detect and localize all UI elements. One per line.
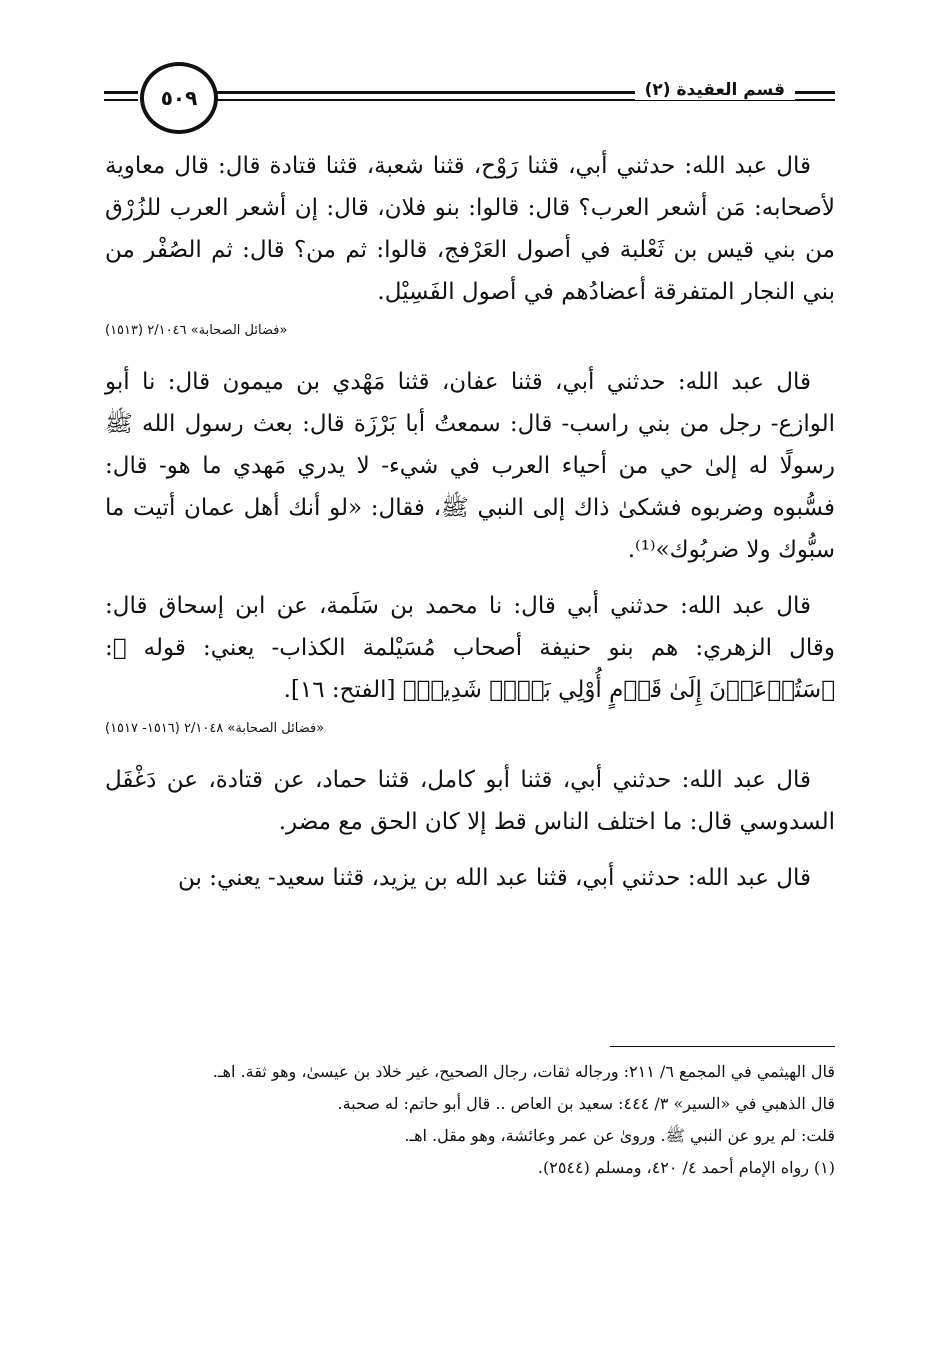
page-number: ٥٠٩ [140,62,218,134]
footnote [105,1122,835,1150]
footnote-divider [610,1046,835,1047]
footnote [105,1058,835,1086]
paragraph: قال عبد الله: حدثني أبي، قثنا عفان، قثنا مَهْدي بن ميمون قال: نا أبو الوازع- رجل من بني راسب- قال: سمعتُ أبا بَرْزَة قال: بعث رسول الله ﷺ رسولًا له إلىٰ حي من أحياء العرب في شيء- لا يدري مَهدي ما هو- قال: فسُّبوه وضربوه فشكىٰ ذاك إلى النبي ﷺ، فقال: «لو أنك أهل عمان أتيت ما سبُّوك ولا ضربُوك»⁽¹⁾. [105,369,835,563]
footnote [105,1090,835,1118]
footnote-text: رواه الإمام أحمد ٤/ ٤٢٠، ومسلم (٢٥٤٤). [537,1158,809,1177]
paragraph: قال عبد الله: حدثني أبي، قثنا عبد الله بن يزيد، قثنا سعيد- يعني: بن [178,865,811,891]
footnote-text: قال الهيثمي في المجمع ٦/ ٢١١: ورجاله ثقات، رجال الصحيح، غير خلاد بن عيسىٰ، وهو ثقة. اهـ. [212,1062,835,1081]
main-text [105,145,835,913]
source-citation: «فضائل الصحابة» ٢/١٠٤٨ (١٥١٦- ١٥١٧) [105,721,325,736]
source-citation: «فضائل الصحابة» ٢/١٠٤٦ (١٥١٣) [105,323,288,338]
paragraph: قال عبد الله: حدثني أبي قال: نا محمد بن سَلَمة، عن ابن إسحاق قال: وقال الزهري: هم بنو حنيفة أصحاب مُسَيْلمة الكذاب- يعني: قوله ﷻ: ﴿سَتُدۡعَوۡنَ إِلَىٰ قَوۡمٍ أُوْلِي بَأۡسٖ شَدِيدٖ﴾ [الفتح: ١٦]. [105,593,835,703]
paragraph: قال عبد الله: حدثني أبي، قثنا أبو كامل، قثنا حماد، عن قتادة، عن دَغْفَل السدوسي قال: ما اختلف الناس قط إلا كان الحق مع مضر. [105,767,835,835]
page-header [100,58,835,138]
footnotes [105,1058,835,1186]
section-title: قسم العقيدة (٢) [635,80,795,100]
footnote [105,1154,835,1182]
footnote-number: (١) [813,1158,835,1177]
header-rule [104,99,138,101]
paragraph: قال عبد الله: حدثني أبي، قثنا رَوْح، قثنا شعبة، قثنا قتادة قال: قال معاوية لأصحابه: مَن أشعر العرب؟ قال: قالوا: بنو فلان، قال: إن أشعر العرب للزُرْق من بني قيس بن ثَعْلبة في أصول العَرْفج، قالوا: ثم من؟ قال: ثم الصُفْر من بني النجار المتفرقة أعضادُهم في أصول الفَسِيْل. [105,153,835,305]
header-rule [104,91,138,94]
footnote-text: قال الذهبي في «السير» ٣/ ٤٤٤: سعيد بن العاص .. قال أبو حاتم: له صحبة. [337,1094,835,1113]
footnote-text: قلت: لم يرو عن النبي ﷺ. وروىٰ عن عمر وعائشة، وهو مقل. اهـ. [404,1126,835,1145]
